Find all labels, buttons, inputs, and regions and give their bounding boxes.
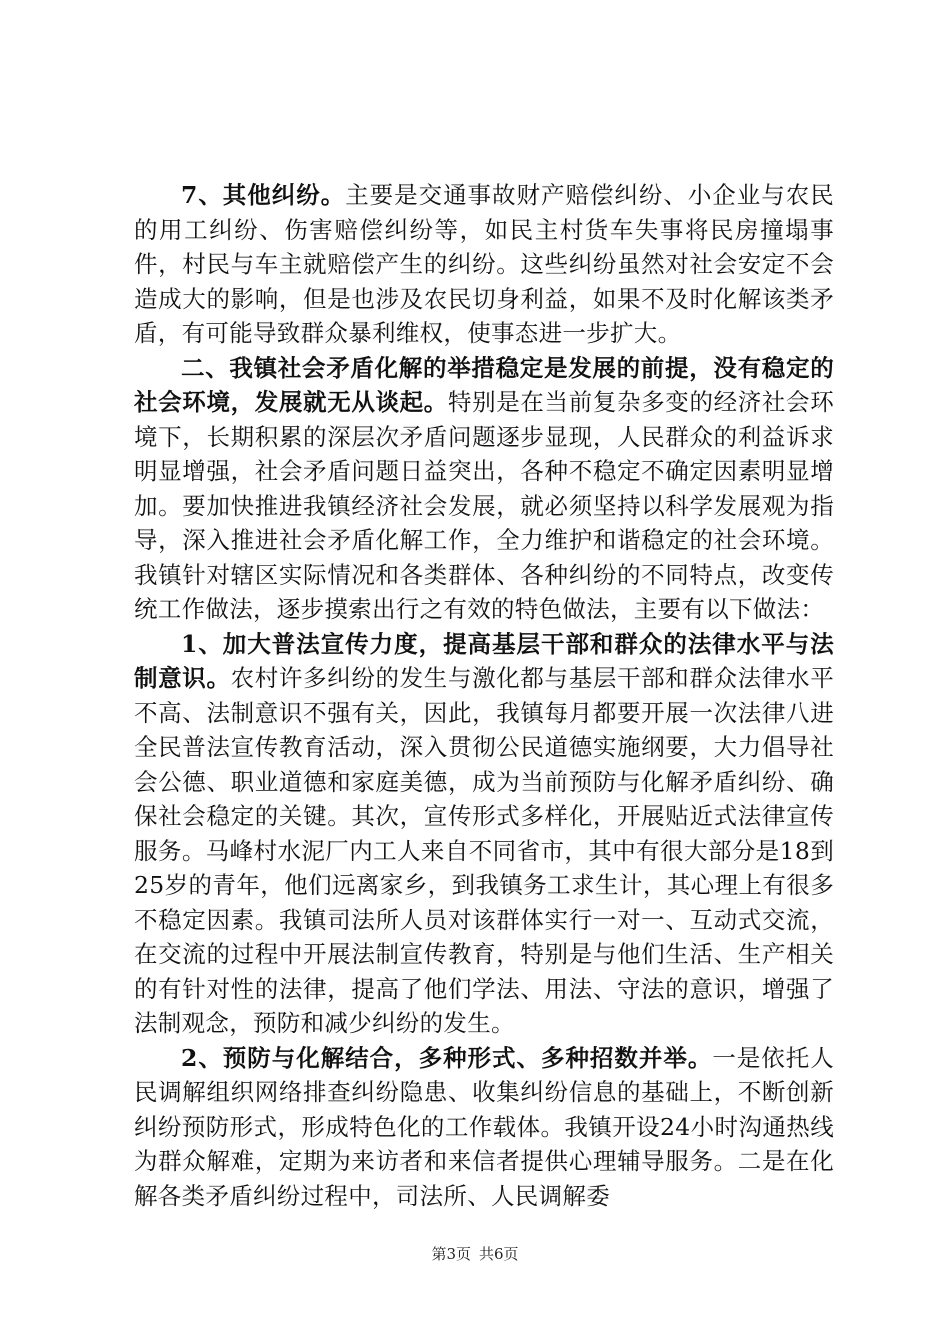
page-total: 共6页 <box>479 1245 519 1263</box>
paragraph-text: 主要是交通事故财产赔偿纠纷、小企业与农民的用工纠纷、伤害赔偿纠纷等，如民主村货车失事将民房撞塌事件，村民与车主就赔偿产生的纠纷。这些纠纷虽然对社会安定不会造成大的影响，但是也涉及农民切身利益，如果不及时化解该类矛盾，有可能导致群众暴利维权，使事态进一步扩大。 <box>134 181 835 347</box>
paragraph-text: 特别是在当前复杂多变的经济社会环境下，长期积累的深层次矛盾问题逐步显现，人民群众的利益诉求明显增强，社会矛盾问题日益突出，各种不稳定不确定因素明显增加。要加快推进我镇经济社会发展，就必须坚持以科学发展观为指导，深入推进社会矛盾化解工作，全力维护和谐稳定的社会环境。我镇针对辖区实际情况和各类群体、各种纠纷的不同特点，改变传统工作做法，逐步摸索出行之有效的特色做法，主要有以下做法： <box>134 388 834 623</box>
paragraph-prevention-resolution <box>134 1041 834 1214</box>
paragraph-heading: 7、其他纠纷。 <box>181 181 346 209</box>
paragraph-heading: 1、加大普法宣传力度，提高基层干部和群众的法律水平与法制意识。 <box>134 629 834 692</box>
paragraph-text: 农村许多纠纷的发生与激化都与基层干部和群众法律水平不高、法制意识不强有关，因此，我镇每月都要开展一次法律八进全民普法宣传教育活动，深入贯彻公民道德实施纲要，大力倡导社会公德、职业道德和家庭美德，成为当前预防与化解矛盾纠纷、确保社会稳定的关键。其次，宣传形式多样化，开展贴近式法律宣传服务。马峰村水泥厂内工人来自不同省市，其中有很大部分是18到25岁的青年，他们远离家乡，到我镇务工求生计，其心理上有很多不稳定因素。我镇司法所人员对该群体实行一对一、互动式交流，在交流的过程中开展法制宣传教育，特别是与他们生活、生产相关的有针对性的法律，提高了他们学法、用法、守法的意识，增强了法制观念，预防和减少纠纷的发生。 <box>134 664 835 1037</box>
paragraph-text: 一是依托人民调解组织网络排查纠纷隐患、收集纠纷信息的基础上，不断创新纠纷预防形式，形成特色化的工作载体。我镇开设24小时沟通热线为群众解难，定期为来访者和来信者提供心理辅导服务。二是在化解各类矛盾纠纷过程中，司法所、人民调解委 <box>134 1043 835 1210</box>
paragraph-heading: 二、我镇社会矛盾化解的举措稳定是发展的前提，没有稳定的社会环境，发展就无从谈起。 <box>134 353 834 416</box>
paragraph-heading: 2、预防与化解结合，多种形式、多种招数并举。 <box>181 1043 713 1072</box>
paragraph-legal-publicity <box>134 627 834 1041</box>
page-footer <box>0 1244 950 1264</box>
document-body <box>134 178 834 1213</box>
paragraph-other-disputes <box>134 178 834 351</box>
paragraph-measures-intro <box>134 351 834 627</box>
page-number: 第3页 <box>431 1245 471 1263</box>
